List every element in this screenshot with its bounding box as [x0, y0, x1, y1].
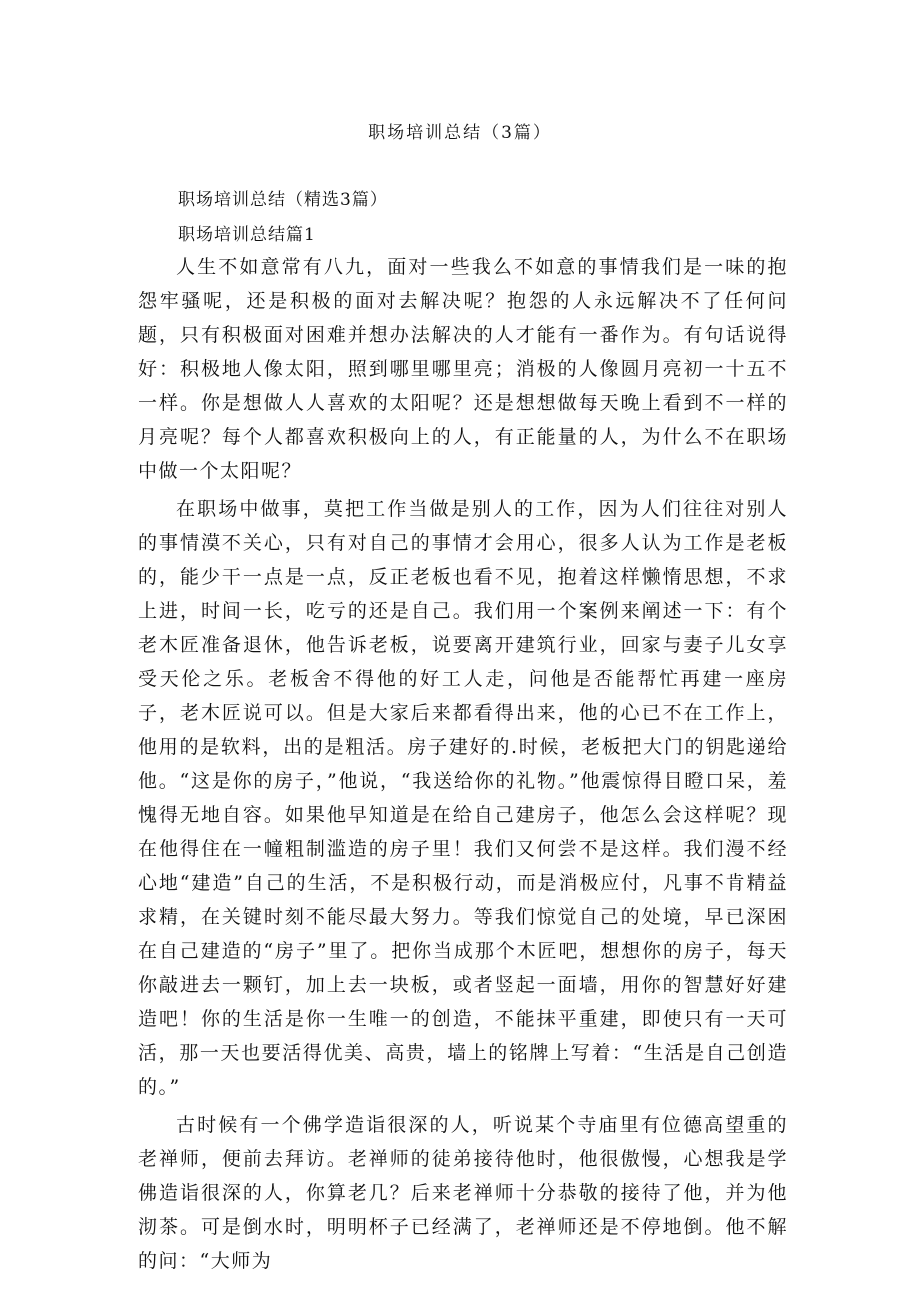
document-subtitle: 职场培训总结（精选3篇） — [178, 190, 388, 210]
document-title: 职场培训总结（3篇） — [368, 123, 552, 143]
section-heading: 职场培训总结篇1 — [178, 225, 316, 245]
paragraph-3: 古时候有一个佛学造诣很深的人，听说某个寺庙里有位德高望重的老禅师，便前去拜访。老禅师的徒弟接待他时，他很傲慢，心想我是学佛造诣很深的人，你算老几？后来老禅师十分恭敬的接待了他，并为他沏茶。可是倒水时，明明杯子已经满了，老禅师还是不停地倒。他不解的问：“大师为 — [138, 1114, 788, 1272]
document-body — [138, 250, 788, 1282]
paragraph-1: 人生不如意常有八九，面对一些我么不如意的事情我们是一味的抱怨牢骚呢，还是积极的面对去解决呢？抱怨的人永远解决不了任何问题，只有积极面对困难并想办法解决的人才能有一番作为。有句话说得好：积极地人像太阳，照到哪里哪里亮；消极的人像圆月亮初一十五不一样。你是想做人人喜欢的太阳呢？还是想想做每天晚上看到不一样的月亮呢？每个人都喜欢积极向上的人，有正能量的人，为什么不在职场中做一个太阳呢？ — [138, 256, 788, 482]
paragraph-2: 在职场中做事，莫把工作当做是别人的工作，因为人们往往对别人的事情漠不关心，只有对自己的事情才会用心，很多人认为工作是老板的，能少干一点是一点，反正老板也看不见，抱着这样懒惰思想，不求上进，时间一长，吃亏的还是自己。我们用一个案例来阐述一下：有个老木匠准备退休，他告诉老板，说要离开建筑行业，回家与妻子儿女享受天伦之乐。老板舍不得他的好工人走，问他是否能帮忙再建一座房子，老木匠说可以。但是大家后来都看得出来，他的心已不在工作上，他用的是软料，出的是粗活。房子建好的.时候，老板把大门的钥匙递给他。“这是你的房子，”他说，“我送给你的礼物。”他震惊得目瞪口呆，羞愧得无地自容。如果他早知道是在给自己建房子，他怎么会这样呢？现在他得住在一幢粗制滥造的房子里！我们又何尝不是这样。我们漫不经心地“建造”自己的生活，不是积极行动，而是消极应付，凡事不肯精益求精，在关键时刻不能尽最大努力。等我们惊觉自己的处境，早已深困在自己建造的“房子”里了。把你当成那个木匠吧，想想你的房子，每天你敲进去一颗钉，加上去一块板，或者竖起一面墙，用你的智慧好好建造吧！你的生活是你一生唯一的创造，不能抹平重建，即使只有一天可活，那一天也要活得优美、高贵，墙上的铭牌上写着：“生活是自己创造的。” — [138, 498, 788, 1098]
